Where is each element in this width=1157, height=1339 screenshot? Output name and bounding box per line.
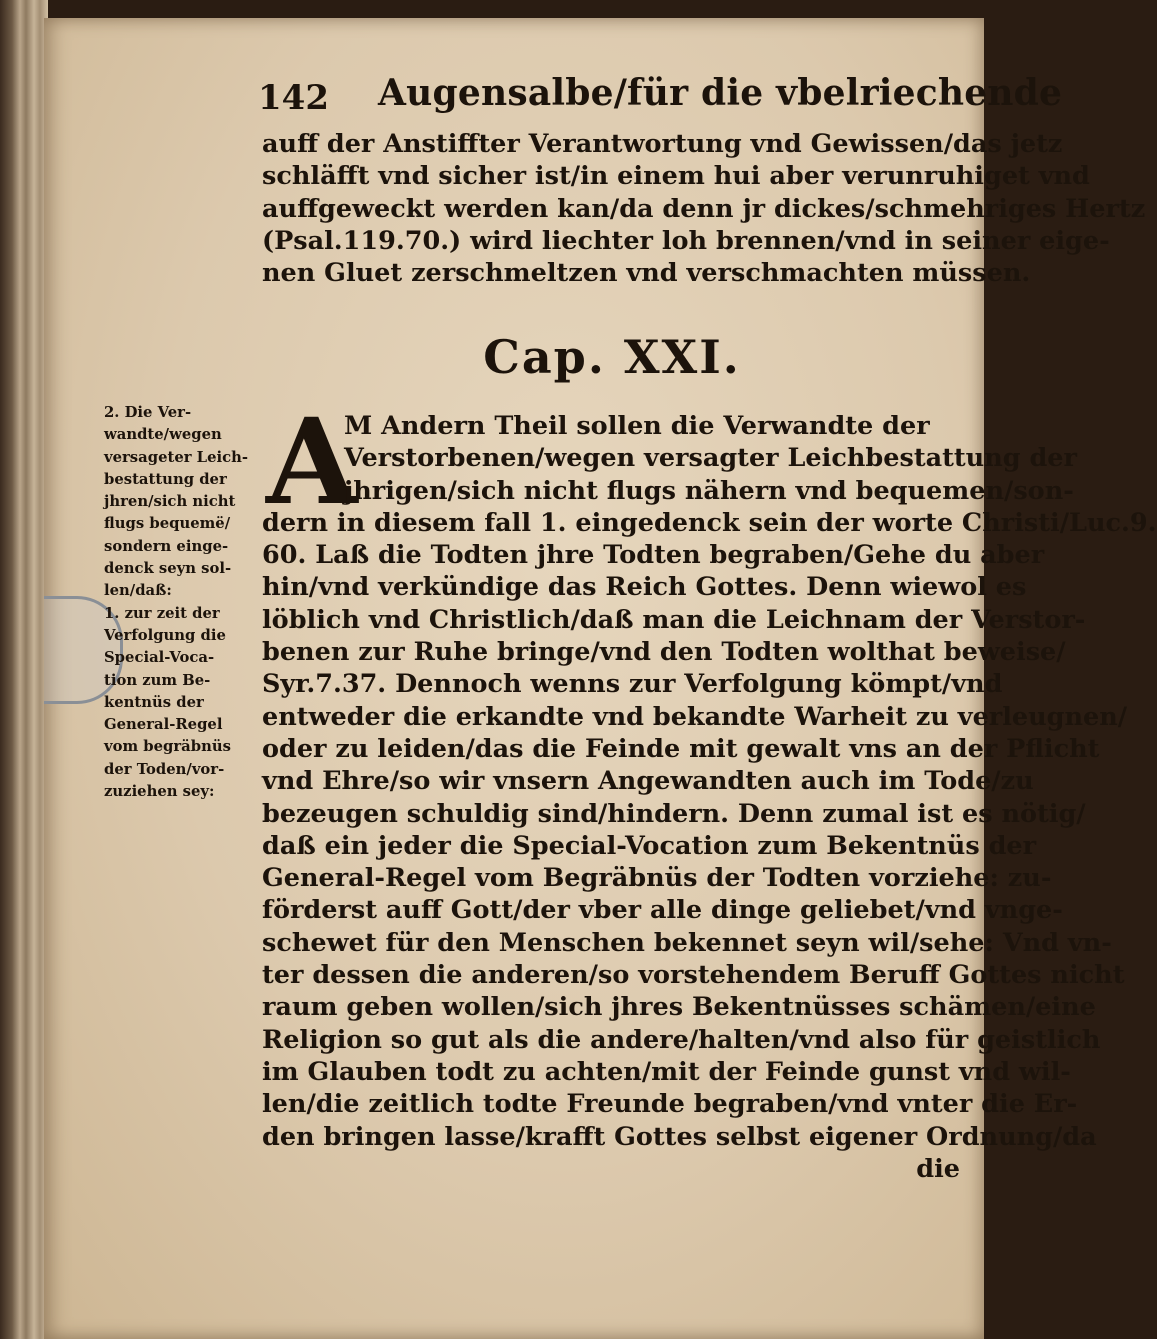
text-line: förderst auff Gott/der vber alle dinge geliebet/vnd vnge-: [262, 895, 1063, 926]
text-line: (Psal.119.70.) wird liechter loh brennen/vnd in seiner eige-: [262, 225, 1110, 256]
text-line: len/die zeitlich todte Freunde begraben/vnd vnter die Er-: [262, 1089, 1078, 1120]
text-line: bezeugen schuldig sind/hindern. Denn zumal ist es nötig/: [262, 798, 1086, 829]
chapter-title: Cap. XXI.: [483, 330, 741, 384]
margin-note-line: zuziehen sey:: [104, 783, 215, 801]
text-line: im Glauben todt zu achten/mit der Feinde gunst vnd wil-: [262, 1056, 1071, 1087]
text-line: dern in diesem fall 1. eingedenck sein der worte Christi/Luc.9.: [262, 507, 1157, 538]
text-line: auff der Anstiffter Verantwortung vnd Gewissen/das jetz: [262, 129, 1063, 159]
margin-note-line: kentnüs der: [104, 693, 204, 711]
margin-note-line: wandte/wegen: [104, 426, 222, 444]
text-line: auffgeweckt werden kan/da denn jr dickes/schmehriges Hertz: [262, 193, 1146, 224]
text-line: jhrigen/sich nicht flugs nähern vnd bequemen/son-: [344, 475, 1074, 506]
margin-note-line: General-Regel: [104, 716, 223, 734]
text-line: benen zur Ruhe bringe/vnd den Todten wolthat beweise/: [262, 637, 1066, 668]
margin-note-line: Verfolgung die: [104, 626, 226, 644]
margin-note-line: denck seyn sol-: [104, 560, 232, 578]
text-line: M Andern Theil sollen die Verwandte der: [344, 411, 930, 441]
text-line: General-Regel vom Begräbnüs der Todten vorziehe: zu-: [262, 863, 1052, 894]
margin-note-line: versageter Leich-: [104, 448, 249, 466]
margin-note-line: 2. Die Ver-: [104, 404, 192, 421]
text-line: schläfft vnd sicher ist/in einem hui aber verunruhiget vnd: [262, 161, 1090, 192]
margin-note-line: sondern einge-: [104, 537, 229, 555]
margin-note-line: bestattung der: [104, 470, 227, 488]
margin-note: [104, 402, 262, 803]
catchword: die: [916, 1153, 960, 1184]
text-line: Verstorbenen/wegen versagter Leichbestattung der: [344, 443, 1077, 474]
top-paragraph: [262, 128, 1146, 289]
margin-note-line: Special-Voca-: [104, 649, 215, 667]
text-line: vnd Ehre/so wir vnsern Angewandten auch im Tode/zu: [262, 766, 1034, 797]
text-line: den bringen lasse/krafft Gottes selbst eigener Ordnung/da: [262, 1121, 1097, 1152]
text-line: hin/vnd verkündige das Reich Gottes. Denn wiewol es: [262, 572, 1027, 603]
margin-note-line: tion zum Be-: [104, 671, 211, 689]
margin-note-line: len/daß:: [104, 582, 172, 600]
text-line: daß ein jeder die Special-Vocation zum Bekentnüs der: [262, 830, 1037, 861]
text-line: Syr.7.37. Dennoch wenns zur Verfolgung kömpt/vnd: [262, 669, 1003, 700]
text-line: löblich vnd Christlich/daß man die Leichnam der Verstor-: [262, 604, 1086, 635]
drop-cap-initial: A: [266, 392, 358, 531]
text-line: nen Gluet zerschmeltzen vnd verschmachten müssen.: [262, 258, 1031, 289]
text-line: 60. Laß die Todten jhre Todten begraben/Gehe du aber: [262, 540, 1045, 571]
page-number: 142: [258, 78, 329, 118]
margin-note-line: flugs bequemë/: [104, 515, 231, 533]
text-line: schewet für den Menschen bekennet seyn wil/sehe: Vnd vn-: [262, 927, 1112, 958]
book-page-edges: [0, 0, 48, 1339]
text-line: ter dessen die anderen/so vorstehendem Beruff Gottes nicht: [262, 960, 1125, 991]
page-header: [258, 72, 1063, 122]
margin-note-line: jhren/sich nicht: [104, 493, 236, 511]
chapter-paragraph: [262, 392, 1157, 1185]
text-line: raum geben wollen/sich jhres Bekentnüsses schämen/eine: [262, 992, 1096, 1023]
text-line: entweder die erkandte vnd bekandte Warheit zu verleugnen/: [262, 701, 1128, 732]
text-line: oder zu leiden/das die Feinde mit gewalt vns an der Pflicht: [262, 733, 1100, 764]
running-title: Augensalbe/für die vbelriechende: [378, 72, 1063, 114]
margin-note-line: vom begräbnüs: [104, 738, 231, 756]
margin-note-line: 1. zur zeit der: [104, 604, 220, 622]
text-line: Religion so gut als die andere/halten/vnd also für geistlich: [262, 1024, 1101, 1055]
margin-note-line: der Toden/vor-: [104, 760, 225, 778]
